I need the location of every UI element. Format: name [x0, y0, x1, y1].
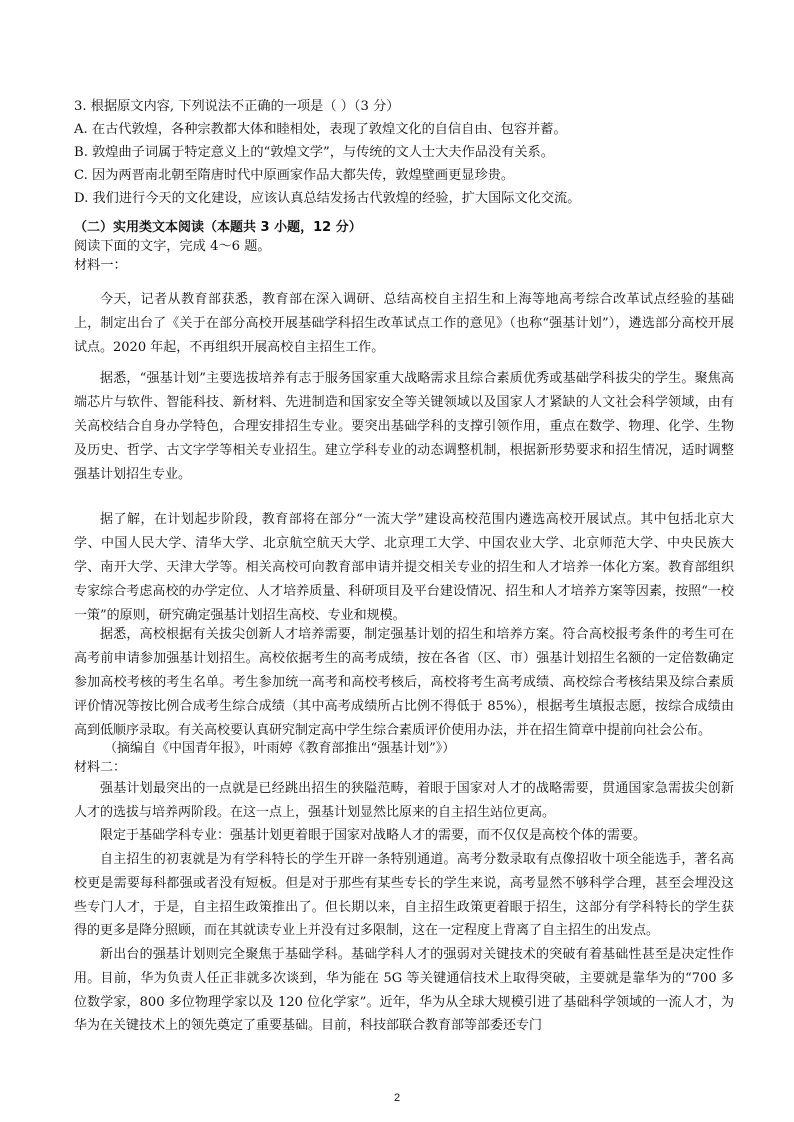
- option-d: D. 我们进行今天的文化建设，应该认真总结发扬古代敦煌的经验，扩大国际文化交流。: [74, 191, 581, 206]
- material-2-paragraph: 自主招生的初衷就是为有学科特长的学生开辟一条特别通道。高考分数录取有点像招收十项全能选手，著名高校更是需要每科都强或者没有短板。但是对于那些有某些专长的学生来说，高考显然不够科学合理，甚至会埋没这些专门人才，于是，自主招生政策推出了。但长期以来，自主招生政策更着眼于招生，这部分有学科特长的学生获得的更多是降分照顾，而在其就读专业上并没有过多限制，这在一定程度上背离了自主招生的出发点。: [74, 852, 734, 939]
- material-2-paragraph: 限定于基础学科专业：强基计划更着眼于国家对战略人才的需要，而不仅仅是高校个体的需要。: [100, 828, 647, 843]
- material-1-paragraph: 今天，记者从教育部获悉，教育部在深入调研、总结高校自主招生和上海等地高考综合改革试点经验的基础上，制定出台了《关于在部分高校开展基础学科招生改革试点工作的意见》（也称“强基计划”），遴选部分高校开展试点。2020 年起，不再组织开展高校自主招生工作。: [74, 292, 734, 355]
- material-2-paragraph: 新出台的强基计划则完全聚焦于基础学科。基础学科人才的强弱对关键技术的突破有着基础性甚至是决定性作用。目前，华为负责人任正非就多次谈到，华为能在 5G 等关键通信技术上取得突破，主要就是靠华为的“700 多位数学家，800 多位物理学家以及 120 位化学家”。近年，华为从全球大规模引进了基础科学领域的一流人才，为华为在关键技术上的领先奠定了重要基础。目前，科技部联合教育部等部委还专门: [74, 947, 734, 1034]
- material-2-label: 材料二：: [74, 760, 127, 775]
- material-1-source: （摘编自《中国青年报》，叶雨婷《教育部推出“强基计划”》）: [104, 741, 456, 756]
- section-header: [74, 218, 734, 275]
- material-1-paragraph: 据悉，高校根据有关拔尖创新人才培养需要，制定强基计划的招生和培养方案。符合高校报考条件的考生可在高考前申请参加强基计划招生。高校依据考生的高考成绩，按在各省（区、市）强基计划招生名额的一定倍数确定参加高校考核的考生名单。考生参加统一高考和高校考核后，高校将考生高考成绩、高校综合考核结果及综合素质评价情况等按比例合成考生综合成绩（其中高考成绩所占比例不得低于 85%），根据考生填报志愿，按综合成绩由高到低顺序录取。有关高校要认真研究制定高中学生综合素质评价使用办法，并在招生简章中提前向社会公布。: [74, 627, 734, 738]
- material-1-paragraph: 据悉，“强基计划”主要选拔培养有志于服务国家重大战略需求且综合素质优秀或基础学科拔尖的学生。聚焦高端芯片与软件、智能科技、新材料、先进制造和国家安全等关键领域以及国家人才紧缺的人文社会科学领域，由有关高校结合自身办学特色，合理安排招生专业。要突出基础学科的支撑引领作用，重点在数学、物理、化学、生物及历史、哲学、古文字学等相关专业招生。建立学科专业的动态调整机制，根据新形势要求和招生情况，适时调整强基计划招生专业。: [74, 371, 734, 482]
- question-3: [74, 95, 734, 210]
- material-2-paragraph: 强基计划最突出的一点就是已经跳出招生的狭隘范畴，着眼于国家对人才的战略需要，贯通国家急需拔尖创新人才的选拔与培养两阶段。在这一点上，强基计划显然比原来的自主招生站位更高。: [74, 781, 734, 820]
- material-1-paragraph: 据了解，在计划起步阶段，教育部将在部分“一流大学”建设高校范围内遴选高校开展试点。其中包括北京大学、中国人民大学、清华大学、北京航空航天大学、北京理工大学、中国农业大学、北京师范大学、中央民族大学、南开大学、天津大学等。相关高校可向教育部申请并提交相关专业的招生和人才培养一体化方案。教育部组织专家综合考虑高校的办学定位、人才培养质量、科研项目及平台建设情况、招生和人才培养方案等因素，按照“一校一策”的原则，研究确定强基计划招生高校、专业和规模。: [74, 512, 734, 623]
- page-number: 2: [393, 1092, 401, 1104]
- option-b: B. 敦煌曲子词属于特定意义上的“敦煌文学”，与传统的文人士大夫作品没有关系。: [74, 145, 554, 160]
- section-instruction: 阅读下面的文字，完成 4～6 题。: [74, 239, 271, 254]
- option-a: A. 在古代敦煌，各种宗教都大体和睦相处，表现了敦煌文化的自信自由、包容并蓄。: [74, 122, 567, 137]
- question-stem: 3. 根据原文内容, 下列说法不正确的一项是（ ）（3 分）: [74, 99, 400, 114]
- material-1-label: 材料一：: [74, 258, 127, 273]
- option-c: C. 因为两晋南北朝至隋唐时代中原画家作品大都失传，敦煌壁画更显珍贵。: [74, 168, 515, 183]
- section-title: （二）实用类文本阅读（本题共 3 小题，12 分）: [74, 220, 362, 235]
